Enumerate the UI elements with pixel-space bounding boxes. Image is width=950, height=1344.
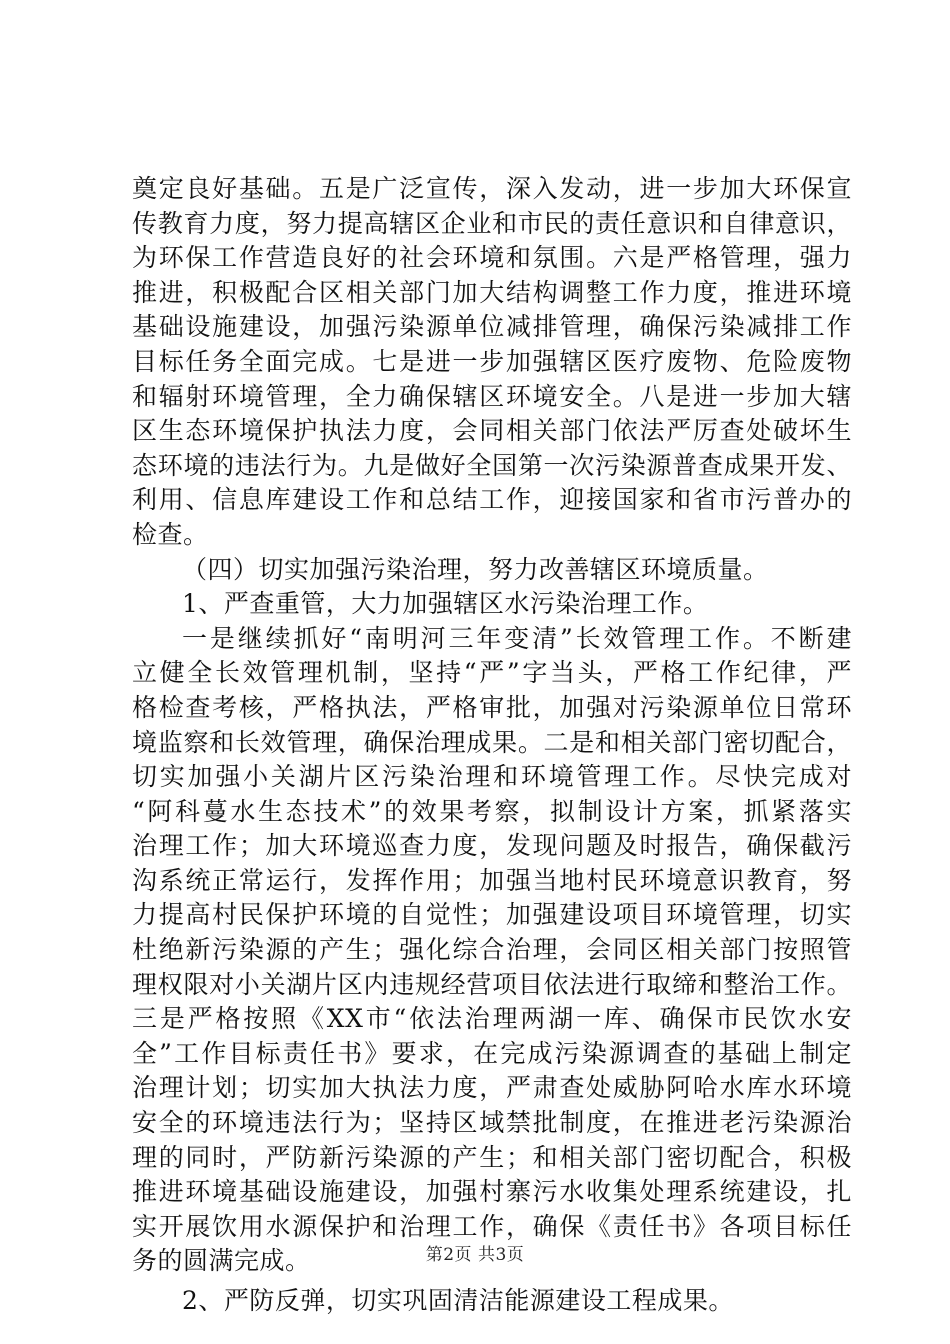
text-line: 务的圆满完成。: [132, 1246, 311, 1276]
page-footer: 第2页 共3页: [425, 1245, 525, 1265]
text-line: 目标任务全面完成。七是进一步加强辖区医疗废物、危险废物: [132, 346, 852, 376]
document-body: [132, 172, 852, 1319]
text-line: 一是继续抓好“南明河三年变清”长效管理工作。不断建: [182, 623, 852, 653]
text-line: 力提高村民保护环境的自觉性；加强建设项目环境管理，切实: [132, 900, 852, 930]
text-line: 态环境的违法行为。九是做好全国第一次污染源普查成果开发、: [132, 450, 852, 480]
text-line: 和辐射环境管理，全力确保辖区环境安全。八是进一步加大辖: [132, 381, 852, 411]
text-line: 区生态环境保护执法力度，会同相关部门依法严厉查处破坏生: [132, 416, 852, 446]
text-line: 理权限对小关湖片区内违规经营项目依法进行取缔和整治工作。: [132, 969, 852, 999]
text-line: 基础设施建设，加强污染源单位减排管理，确保污染减排工作: [132, 312, 852, 342]
text-line: 理的同时，严防新污染源的产生；和相关部门密切配合，积极: [132, 1142, 852, 1172]
text-line: 治理计划；切实加大执法力度，严肃查处威胁阿哈水库水环境: [132, 1073, 852, 1103]
text-line: 格检查考核，严格执法，严格审批，加强对污染源单位日常环: [132, 692, 852, 722]
text-line: 传教育力度，努力提高辖区企业和市民的责任意识和自律意识，: [132, 208, 852, 238]
text-line: 推进，积极配合区相关部门加大结构调整工作力度，推进环境: [132, 277, 852, 307]
text-line: 推进环境基础设施建设，加强村寨污水收集处理系统建设，扎: [132, 1177, 852, 1207]
text-line: 立健全长效管理机制，坚持“严”字当头，严格工作纪律，严: [132, 658, 852, 688]
text-line: 杜绝新污染源的产生；强化综合治理，会同区相关部门按照管: [132, 935, 852, 965]
text-line: 治理工作；加大环境巡查力度，发现问题及时报告，确保截污: [132, 831, 852, 861]
text-line: 奠定良好基础。五是广泛宣传，深入发动，进一步加大环保宣: [132, 174, 852, 203]
text-line: 沟系统正常运行，发挥作用；加强当地村民环境意识教育，努: [132, 865, 852, 895]
text-line: 境监察和长效管理，确保治理成果。二是和相关部门密切配合，: [132, 727, 852, 757]
text-line: 检查。: [132, 519, 209, 549]
text-line: 为环保工作营造良好的社会环境和氛围。六是严格管理，强力: [132, 243, 852, 273]
text-line: 安全的环境违法行为；坚持区域禁批制度，在推进老污染源治: [132, 1108, 852, 1138]
text-line: 利用、信息库建设工作和总结工作，迎接国家和省市污普办的: [132, 485, 852, 515]
text-line: 1、严查重管，大力加强辖区水污染治理工作。: [182, 589, 709, 619]
text-line: 三是严格按照《XX市“依法治理两湖一库、确保市民饮水安: [132, 1004, 852, 1034]
text-line: （四）切实加强污染治理，努力改善辖区环境质量。: [182, 554, 769, 584]
text-line: “阿科蔓水生态技术”的效果考察，拟制设计方案，抓紧落实: [132, 796, 852, 826]
text-line: 全”工作目标责任书》要求，在完成污染源调查的基础上制定: [132, 1038, 852, 1068]
text-line: 实开展饮用水源保护和治理工作，确保《责任书》各项目标任: [132, 1211, 852, 1241]
text-line: 切实加强小关湖片区污染治理和环境管理工作。尽快完成对: [132, 762, 852, 792]
text-line: 2、严防反弹，切实巩固清洁能源建设工程成果。: [182, 1286, 734, 1315]
